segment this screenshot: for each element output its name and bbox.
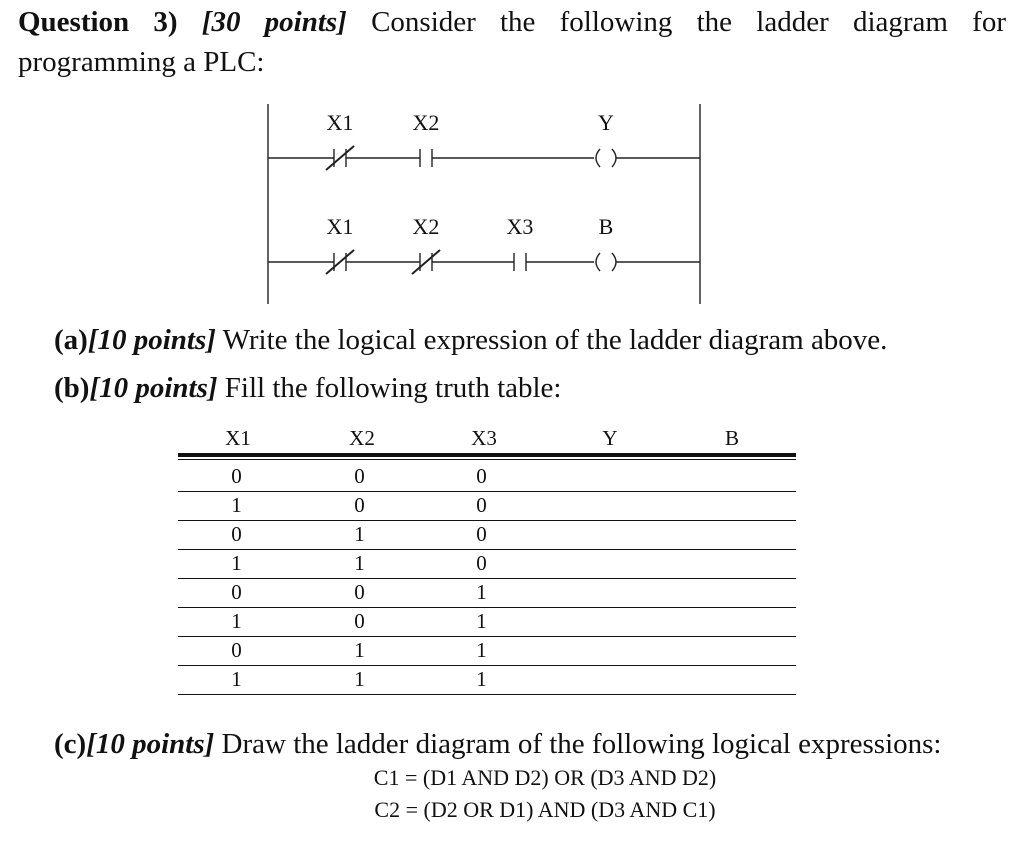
table-row: [178, 520, 796, 550]
contact-x3-no: [514, 253, 526, 271]
question-title-line2: programming a PLC:: [18, 46, 265, 78]
header-rule: [178, 453, 796, 460]
table-cell: 1: [354, 638, 365, 662]
expression-c1: C1 = (D1 AND D2) OR (D3 AND D2): [373, 765, 717, 790]
label-x3-rung2: X3: [506, 214, 534, 239]
label-b-coil: B: [598, 214, 614, 239]
table-cell: 1: [354, 667, 365, 691]
table-cell: 0: [476, 464, 487, 488]
rung-2: [268, 250, 700, 274]
table-cell: 0: [354, 580, 365, 604]
table-cell: 1: [231, 609, 242, 633]
table-row: [178, 665, 796, 695]
table-cell: 0: [476, 522, 487, 546]
table-row: [178, 462, 796, 492]
part-c-text: Draw the ladder diagram of the following logical expressions:: [221, 728, 942, 760]
part-a: [54, 322, 887, 358]
part-b-text: Fill the following truth table:: [224, 372, 562, 404]
table-cell: 1: [476, 609, 487, 633]
table-cell: 0: [354, 493, 365, 517]
table-cell: 1: [476, 667, 487, 691]
table-row: [178, 636, 796, 666]
table-cell: 1: [354, 551, 365, 575]
table-cell: 1: [231, 667, 242, 691]
table-row: [178, 491, 796, 521]
part-a-points: [10 points]: [87, 324, 216, 356]
table-cell: 1: [476, 638, 487, 662]
label-x2-rung2: X2: [412, 214, 440, 239]
contact-x2-no: [420, 149, 432, 167]
header-x3: X3: [471, 426, 497, 450]
table-cell: 0: [476, 493, 487, 517]
part-c-points: [10 points]: [86, 728, 215, 760]
question-points: [30 points]: [201, 6, 347, 38]
rung-1: [268, 146, 700, 170]
table-cell: 0: [231, 522, 242, 546]
table-row: [178, 578, 796, 608]
expression-c2: C2 = (D2 OR D1) AND (D3 AND C1): [374, 797, 716, 822]
part-c: [54, 726, 942, 762]
table-cell: 0: [476, 551, 487, 575]
part-c-label: (c): [54, 728, 87, 760]
label-x2-rung1: X2: [412, 110, 440, 135]
part-a-text: Write the logical expression of the ladder diagram above.: [222, 324, 888, 356]
table-cell: 0: [354, 464, 365, 488]
table-cell: 0: [231, 580, 242, 604]
part-a-label: (a): [54, 324, 88, 356]
table-row: [178, 607, 796, 637]
header-x2: X2: [349, 426, 375, 450]
table-cell: 1: [231, 551, 242, 575]
label-x1-rung2: X1: [326, 214, 354, 239]
table-row: [178, 549, 796, 579]
label-y-coil: Y: [598, 110, 614, 135]
header-x1: X1: [225, 426, 251, 450]
part-b-points: [10 points]: [89, 372, 218, 404]
table-cell: 1: [231, 493, 242, 517]
table-cell: 0: [231, 638, 242, 662]
coil-b: [596, 253, 616, 271]
question-label: Question 3): [18, 6, 178, 38]
coil-y: [596, 149, 616, 167]
header-b: B: [724, 426, 739, 450]
table-cell: 1: [476, 580, 487, 604]
table-cell: 0: [354, 609, 365, 633]
question-text: Consider the following the ladder diagram for: [371, 6, 1006, 38]
table-cell: 1: [354, 522, 365, 546]
part-b-label: (b): [54, 372, 90, 404]
header-y: Y: [602, 426, 618, 450]
table-cell: 0: [231, 464, 242, 488]
part-b: [54, 370, 561, 406]
label-x1-rung1: X1: [326, 110, 354, 135]
